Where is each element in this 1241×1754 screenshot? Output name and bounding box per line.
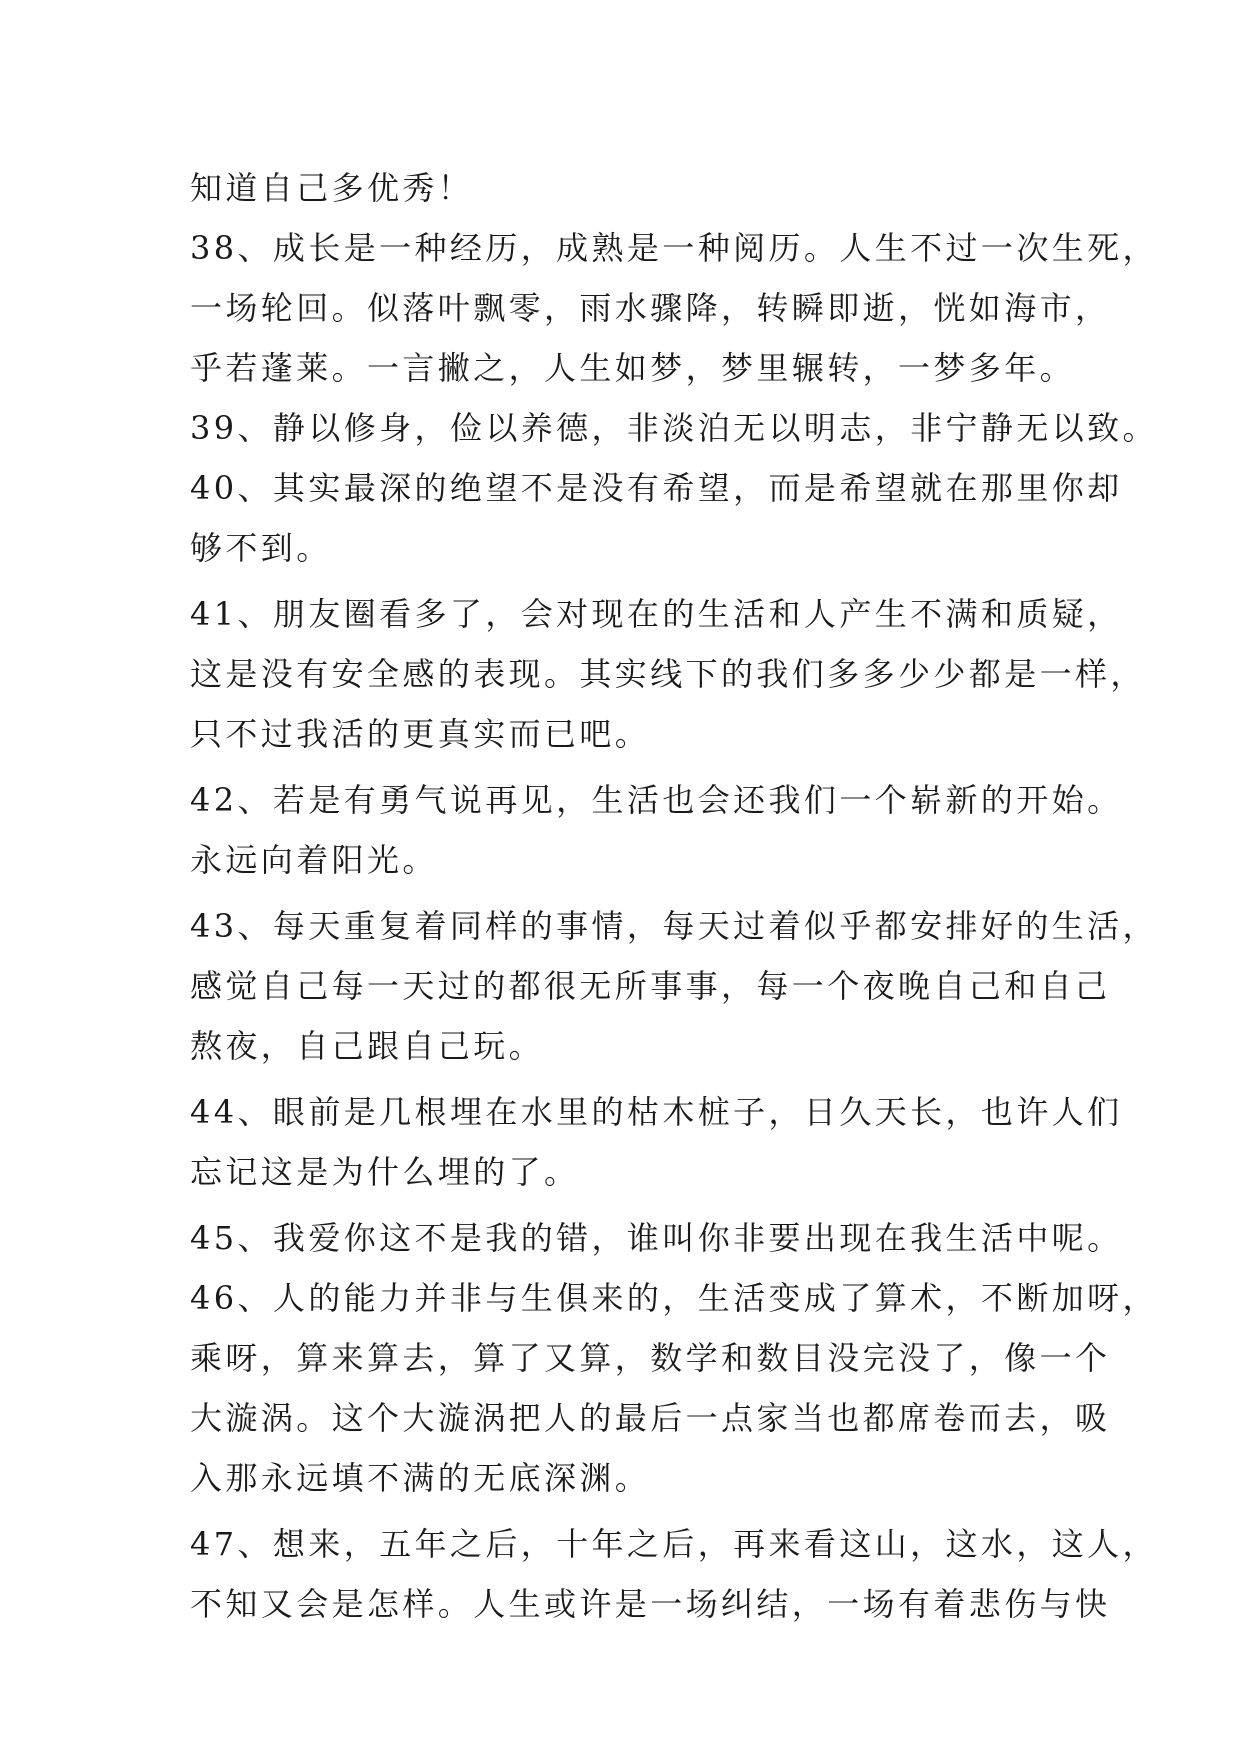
text-line: 38、成长是一种经历，成熟是一种阅历。人生不过一次生死， <box>190 229 1158 267</box>
text-line: 40、其实最深的绝望不是没有希望，而是希望就在那里你却 <box>190 469 1123 507</box>
text-line: 44、眼前是几根埋在水里的枯木桩子，日久天长，也许人们 <box>190 1093 1123 1131</box>
text-line: 46、人的能力并非与生俱来的，生活变成了算术，不断加呀， <box>190 1279 1158 1317</box>
paragraph <box>190 458 1123 578</box>
text-line: 熬夜，自己跟自己玩。 <box>190 1027 545 1065</box>
text-line: 乘呀，算来算去，算了又算，数学和数目没完没了，像一个 <box>190 1339 1111 1377</box>
text-line: 大漩涡。这个大漩涡把人的最后一点家当也都席卷而去，吸 <box>190 1399 1111 1437</box>
paragraph <box>190 1268 1158 1508</box>
paragraph <box>190 1082 1123 1202</box>
text-line: 47、想来，五年之后，十年之后，再来看这山，这水，这人， <box>190 1525 1158 1563</box>
text-line: 只不过我活的更真实而已吧。 <box>190 715 651 753</box>
paragraph <box>190 770 1123 890</box>
paragraph <box>190 1514 1158 1634</box>
text-line: 不知又会是怎样。人生或许是一场纠结，一场有着悲伤与快 <box>190 1585 1111 1623</box>
text-line: 39、静以修身，俭以养德，非淡泊无以明志，非宁静无以致。 <box>190 409 1158 447</box>
paragraph <box>190 1208 1123 1268</box>
text-line: 忘记这是为什么埋的了。 <box>190 1153 580 1191</box>
text-line: 入那永远填不满的无底深渊。 <box>190 1459 651 1497</box>
text-line: 乎若蓬莱。一言撇之，人生如梦，梦里辗转，一梦多年。 <box>190 349 1076 387</box>
text-line: 一场轮回。似落叶飘零，雨水骤降，转瞬即逝，恍如海市， <box>190 289 1111 327</box>
text-line: 43、每天重复着同样的事情，每天过着似乎都安排好的生活， <box>190 907 1158 945</box>
paragraph <box>190 218 1158 398</box>
paragraph <box>190 896 1158 1076</box>
text-line: 42、若是有勇气说再见，生活也会还我们一个崭新的开始。 <box>190 781 1123 819</box>
text-line: 知道自己多优秀！ <box>190 169 474 207</box>
text-line: 这是没有安全感的表现。其实线下的我们多多少少都是一样， <box>190 655 1146 693</box>
text-line: 永远向着阳光。 <box>190 841 438 879</box>
paragraph <box>190 584 1146 764</box>
document-body <box>190 158 1158 1634</box>
paragraph <box>190 158 1070 218</box>
paragraph <box>190 398 1158 458</box>
text-line: 45、我爱你这不是我的错，谁叫你非要出现在我生活中呢。 <box>190 1219 1123 1257</box>
text-line: 41、朋友圈看多了，会对现在的生活和人产生不满和质疑， <box>190 595 1123 633</box>
text-line: 感觉自己每一天过的都很无所事事，每一个夜晚自己和自己 <box>190 967 1111 1005</box>
text-line: 够不到。 <box>190 529 332 567</box>
